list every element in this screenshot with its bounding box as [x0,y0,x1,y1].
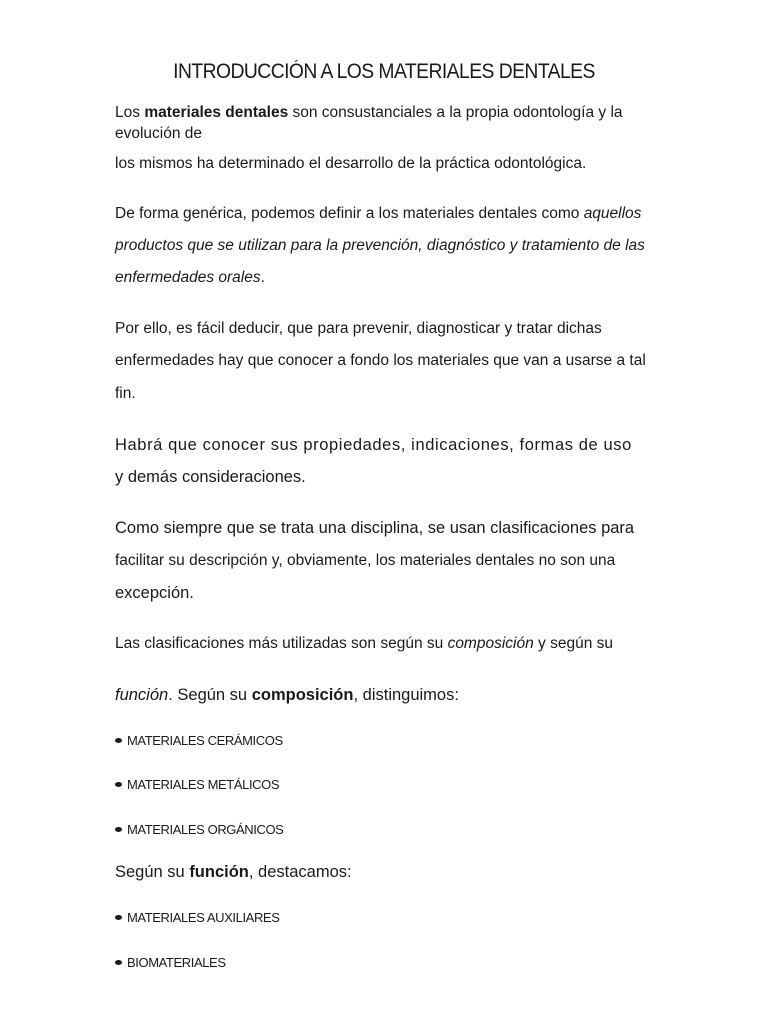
paragraph-2-line-1 [115,205,641,223]
text-run: , distinguimos: [353,686,459,704]
paragraph-1-line-1 [115,104,623,122]
list-item-label: MATERIALES CERÁMICOS [127,733,283,748]
bullet-icon [115,960,122,965]
italic-term: aquellos [583,205,642,222]
paragraph-8-line-1 [115,863,352,882]
text-run: Los [115,104,145,121]
text-run: De forma genérica, podemos definir a los materiales dentales como [115,205,584,222]
paragraph-6-line-1 [115,635,613,653]
list-item [115,777,279,792]
paragraph-3-line-1: Por ello, es fácil deducir, que para prevenir, diagnosticar y tratar dichas [115,320,602,337]
text-run: Según su [115,863,190,881]
text-run: son consustanciales a la propia odontología y la [288,104,623,121]
italic-text: productos que se utilizan para la prevención, diagnóstico y tratamiento de las [115,237,645,254]
list-item [115,955,226,970]
paragraph-3-line-3: fin. [115,385,136,402]
list-item [115,822,283,837]
paragraph-4-line-2: y demás consideraciones. [115,468,306,486]
paragraph-2-line-3 [115,269,265,287]
document-title: INTRODUCCIÓN A LOS MATERIALES DENTALES [173,60,595,83]
list-item-label: MATERIALES AUXILIARES [127,910,280,925]
bullet-icon [115,827,122,832]
italic-term: enfermedades orales [115,269,261,286]
paragraph-4-line-1: Habrá que conocer sus propiedades, indicaciones, formas de uso [115,436,632,454]
paragraph-5-line-3: excepción. [115,584,194,602]
paragraph-7-line-1 [115,686,459,705]
bullet-icon [115,782,122,787]
paragraph-5-line-1: Como siempre que se trata una disciplina, se usan clasificaciones para [115,519,635,537]
text-run: . Según su [168,686,252,704]
paragraph-1-line-2: evolución de [115,125,203,142]
paragraph-2-line-2 [115,237,645,255]
text-run: y según su [533,635,613,652]
italic-term: función [115,686,169,704]
bold-term: composición [251,686,354,704]
text-run: Las clasificaciones más utilizadas son según su [115,635,448,652]
paragraph-1-line-3: los mismos ha determinado el desarrollo de la práctica odontológica. [115,155,587,172]
text-run: . [260,269,265,286]
bold-term: función [189,863,249,881]
bold-term: materiales dentales [144,104,289,121]
bullet-icon [115,915,122,920]
paragraph-3-line-2: enfermedades hay que conocer a fondo los materiales que van a usarse a tal [115,352,646,369]
list-item-label: BIOMATERIALES [127,955,226,970]
text-run: , destacamos: [248,863,352,881]
list-item [115,910,279,925]
list-item-label: MATERIALES METÁLICOS [127,777,280,792]
bullet-icon [115,738,122,743]
italic-term: composición [447,635,534,652]
list-item-label: MATERIALES ORGÁNICOS [127,822,284,837]
list-item [115,733,283,748]
paragraph-5-line-2: facilitar su descripción y, obviamente, los materiales dentales no son una [115,552,616,569]
